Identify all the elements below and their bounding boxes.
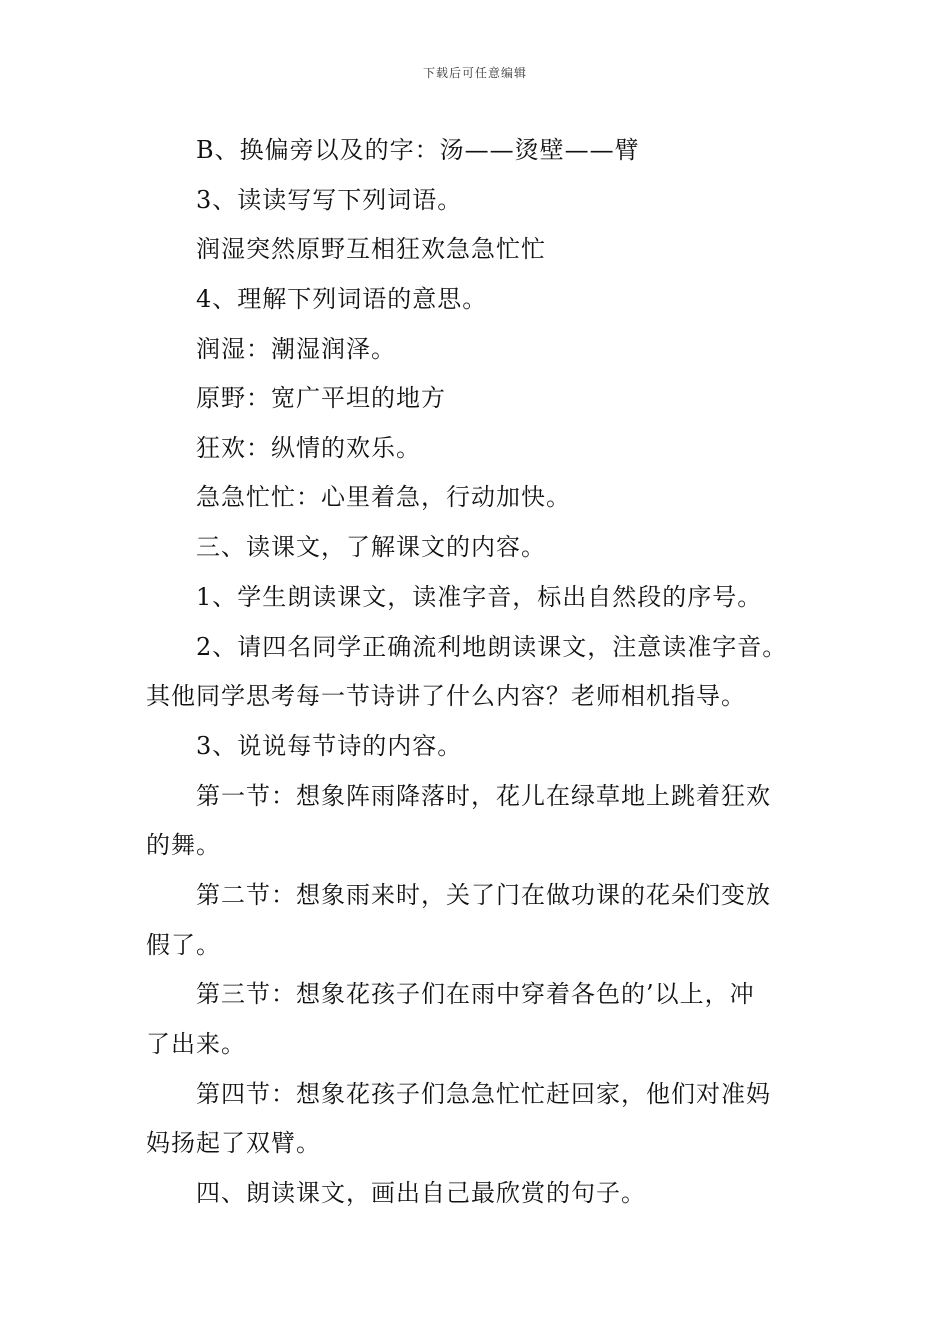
text-line: 第三节：想象花孩子们在雨中穿着各色的’以上，冲 (196, 980, 755, 1008)
text-line: 了出来。 (146, 1030, 246, 1058)
section-heading: 四、朗读课文，画出自己最欣赏的句子。 (196, 1179, 646, 1207)
page-header: 下载后可任意编辑 (422, 66, 527, 80)
text-line: 第二节：想象雨来时，关了门在做功课的花朵们变放 (196, 881, 771, 909)
text-line: 狂欢：纵情的欢乐。 (196, 434, 421, 462)
text-line: 妈扬起了双臂。 (146, 1129, 321, 1157)
text-line: 3、读读写写下列词语。 (196, 186, 463, 214)
text-line: 的舞。 (146, 831, 221, 859)
text-line: 2、请四名同学正确流利地朗读课文，注意读准字音。 (196, 633, 788, 661)
text-line: 其他同学思考每一节诗讲了什么内容？老师相机指导。 (146, 682, 746, 710)
text-line: B、换偏旁以及的字：汤——烫壁——臂 (196, 136, 640, 164)
section-heading: 三、读课文，了解课文的内容。 (196, 533, 546, 561)
text-line: 1、学生朗读课文，读准字音，标出自然段的序号。 (196, 583, 763, 611)
text-line: 润湿突然原野互相狂欢急急忙忙 (196, 235, 546, 263)
text-line: 第一节：想象阵雨降落时，花儿在绿草地上跳着狂欢 (196, 782, 771, 810)
text-line: 3、说说每节诗的内容。 (196, 732, 463, 760)
text-line: 假了。 (146, 931, 221, 959)
text-line: 4、理解下列词语的意思。 (196, 285, 488, 313)
text-line: 润湿：潮湿润泽。 (196, 335, 396, 363)
text-line: 急急忙忙：心里着急，行动加快。 (196, 483, 571, 511)
text-line: 原野：宽广平坦的地方 (196, 384, 446, 412)
text-line: 第四节：想象花孩子们急急忙忙赶回家，他们对准妈 (196, 1080, 771, 1108)
